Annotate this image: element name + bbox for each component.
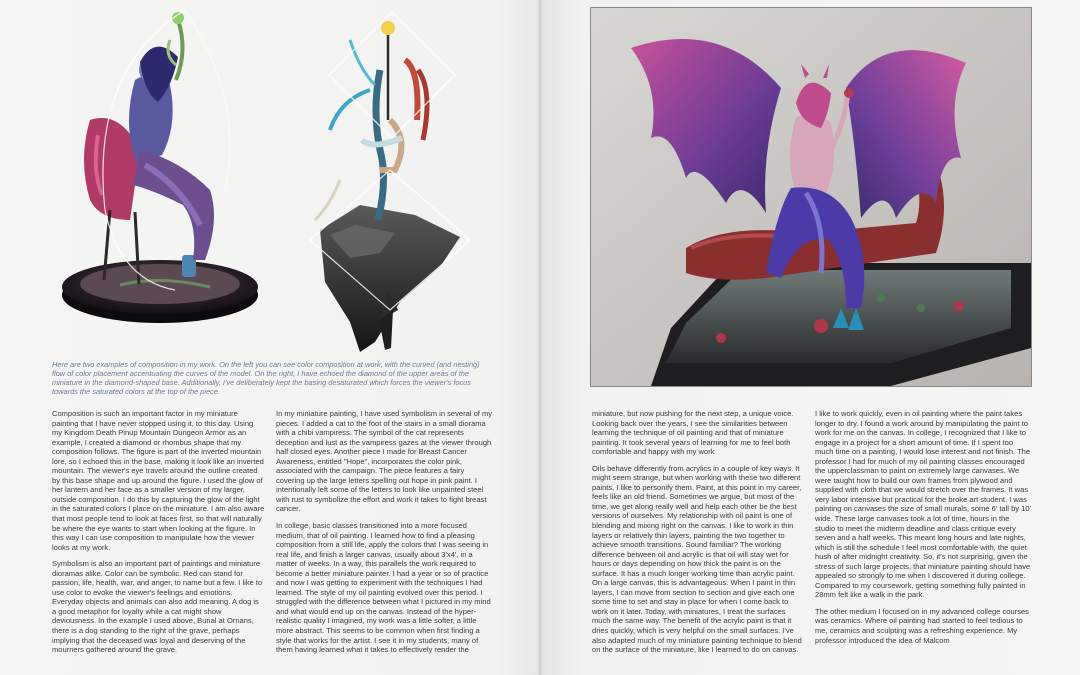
winged-miniature-photo [590,7,1032,387]
paragraph: I like to work quickly, even in oil painting where the paint takes longer to dry. I found a work around by manipulating the paint to work for me on the canvas. In college, I recognized that I like to engage in a project for a short amount of time. If I spent too much time on a painting, I would lose interest and not finish. The professor I had for much of my oil painting classes encouraged the upperclassman to paint on extremely large canvases. We were taught how to build our own frames from plywood and supplied with cloth that we would stretch over the frames. It was very labor intensive but practical for the broke art student. I was painting on canvases the size of small murals, some 6' tall by 10' wide. These large canvases took a lot of time, hours in the studio to meet the midterm deadline and class critique every seven and a half weeks. This meant long hours and late nights, which is still the schedule I feel most comfortable with, the quiet hush of after midnight creativity. So, it's not surprising, given the stress of such large projects, that miniature painting should have appealed so strongly to me when I discovered it during college. Compared to my coursework, getting something fully painted in 28mm felt like a walk in the park. [815,409,1031,600]
paragraph: Oils behave differently from acrylics in a couple of key ways. It might seem strange, but when working with these two different paints, I like to personify them. Paint, at this point in my career, feels like an old friend. Sometimes we argue, but most of the time, we get along really well and help each other be the best versions of ourselves. My relationship with oil paint is one of blending and mixing right on the canvas. I like to work in thin layers or relatively thin layers, painting the two together to achieve smooth transitions. Sound familiar? The working difference between oil and acrylic is that oil will stay wet for hours or days depending on how thick the paint is on the surface. It has a much longer working time than acrylic paint. On a large canvas, this is advantageous. When I paint in thin layers, I can move from section to section and give each one some time to set and stay in place for when I come back to work on it later. Today, with miniatures, I treat the surfaces much the same way. The benefit of the acrylic paint is that it dries quickly, which is very helpful on the small surfaces. I've also adapted much of my miniature painting technique to blend on the surface of the miniature, like I learned to do on canvas. [592,463,802,655]
paragraph: Symbolism is also an important part of paintings and miniature dioramas alike. Color can be symbolic. Red can stand for passion, life, health, war, and anger, to name but a few. I like to use color to evoke the viewer's feelings and emotions. Everyday objects and animals can also add meaning. A dog is a good metaphor for loyalty while a cat might show deviousness. In the example I used above, Burial at Ornans, there is a dog standing to the right of the grave, perhaps implying that the deceased was loyal and deserving of the mourners gathered around the grave. [52,559,263,655]
figure-caption: Here are two examples of composition in my work. On the left you can see color composition at work, with the curved (and nesting) flow of color placement accentuating the curves of the model. On the right, I have echoed the diamond of the upper areas of the miniature in the diamond-shaped base. Additionally, I've deliberately kept the basing desaturated which forces the viewer's focus towards the saturated colors at the top of the piece. [52,360,480,396]
winged-miniature-illustration [591,8,1031,386]
left-column-1 [52,409,265,662]
mountain-miniature [310,12,470,352]
vampiress-miniature [62,10,258,323]
paragraph: The other medium I focused on in my advanced college courses was ceramics. Where oil painting had started to feel tedious to me, ceramics and sculpting was a refreshing experience. My professor introduced the idea of Malcom [815,606,1029,645]
left-column-2 [276,409,492,662]
composition-examples-figure [50,0,490,355]
paragraph: In college, basic classes transitioned into a more focused medium, that of oil painting. I learned how to find a pleasing composition from a still life, apply the colors that I was seeing in real life, and finish a larger canvas, usually about 3'x4', in a matter of weeks. In a way, this parallels the work required to become a better miniature painter. I had a year or so of practice and now I was getting to experiment with the techniques I had learned. The style of my oil painting evolved over this period. I struggled with the difference between what I pictured in my mind and what would end up on the canvas. Instead of the hyper-realistic quality I imagined, my work was a little softer, a little more abstract. This seems to be common when first finding a style that works for the artist. I see it in my students, many of them having learned what it takes to effectively render the [276,521,491,655]
right-column-1 [592,409,805,662]
right-column-2 [815,409,1031,652]
paragraph: In my miniature painting, I have used symbolism in several of my pieces. I added a cat to the foot of the stairs in a small diorama with a chibi vampiress. The symbol of the cat represents deception and lust as the vampiress gazes at the viewer through half closed eyes. Another piece I made for Breast Cancer Awareness, entitled "Hope", incorporates the color pink, associated with the campaign. The piece features a fairy covering up the large letters spelling out hope in pink paint. I intentionally left some of the letters to look like unpainted steel with rust to symbolize the effort and work it takes to fight breast cancer. [276,409,493,514]
page-gutter [538,0,542,675]
paragraph: miniature, but now pushing for the next step, a unique voice. Looking back over the years, I see the similarities between learning the technique of oil painting and that of miniature painting. It took several years of learning for me to feel both comfortable and happy with my work [592,409,794,457]
paragraph: Composition is such an important factor in my miniature painting that I have never stopped using it, to this day. Using my Kingdom Death Pinup Mountain Dungeon Armor as an example, I created a diamond or rhombus shape that my composition follows. The figure is part of the inverted mountain lore, so I echoed this in the base, making it look like an inverted mountain. The viewer's eye travels around the outline created by this base shape and up around the figure. I used the glow of her lantern and her face as a smaller version of my larger, outside composition. I do this by capturing the glow of the light in the saturated colors I place on the miniature. I am also aware that most people tend to look at faces first, so that will naturally be where the eye wants to start when looking at the figure. In this way I can use composition to manipulate how the viewer looks at my work. [52,409,265,552]
